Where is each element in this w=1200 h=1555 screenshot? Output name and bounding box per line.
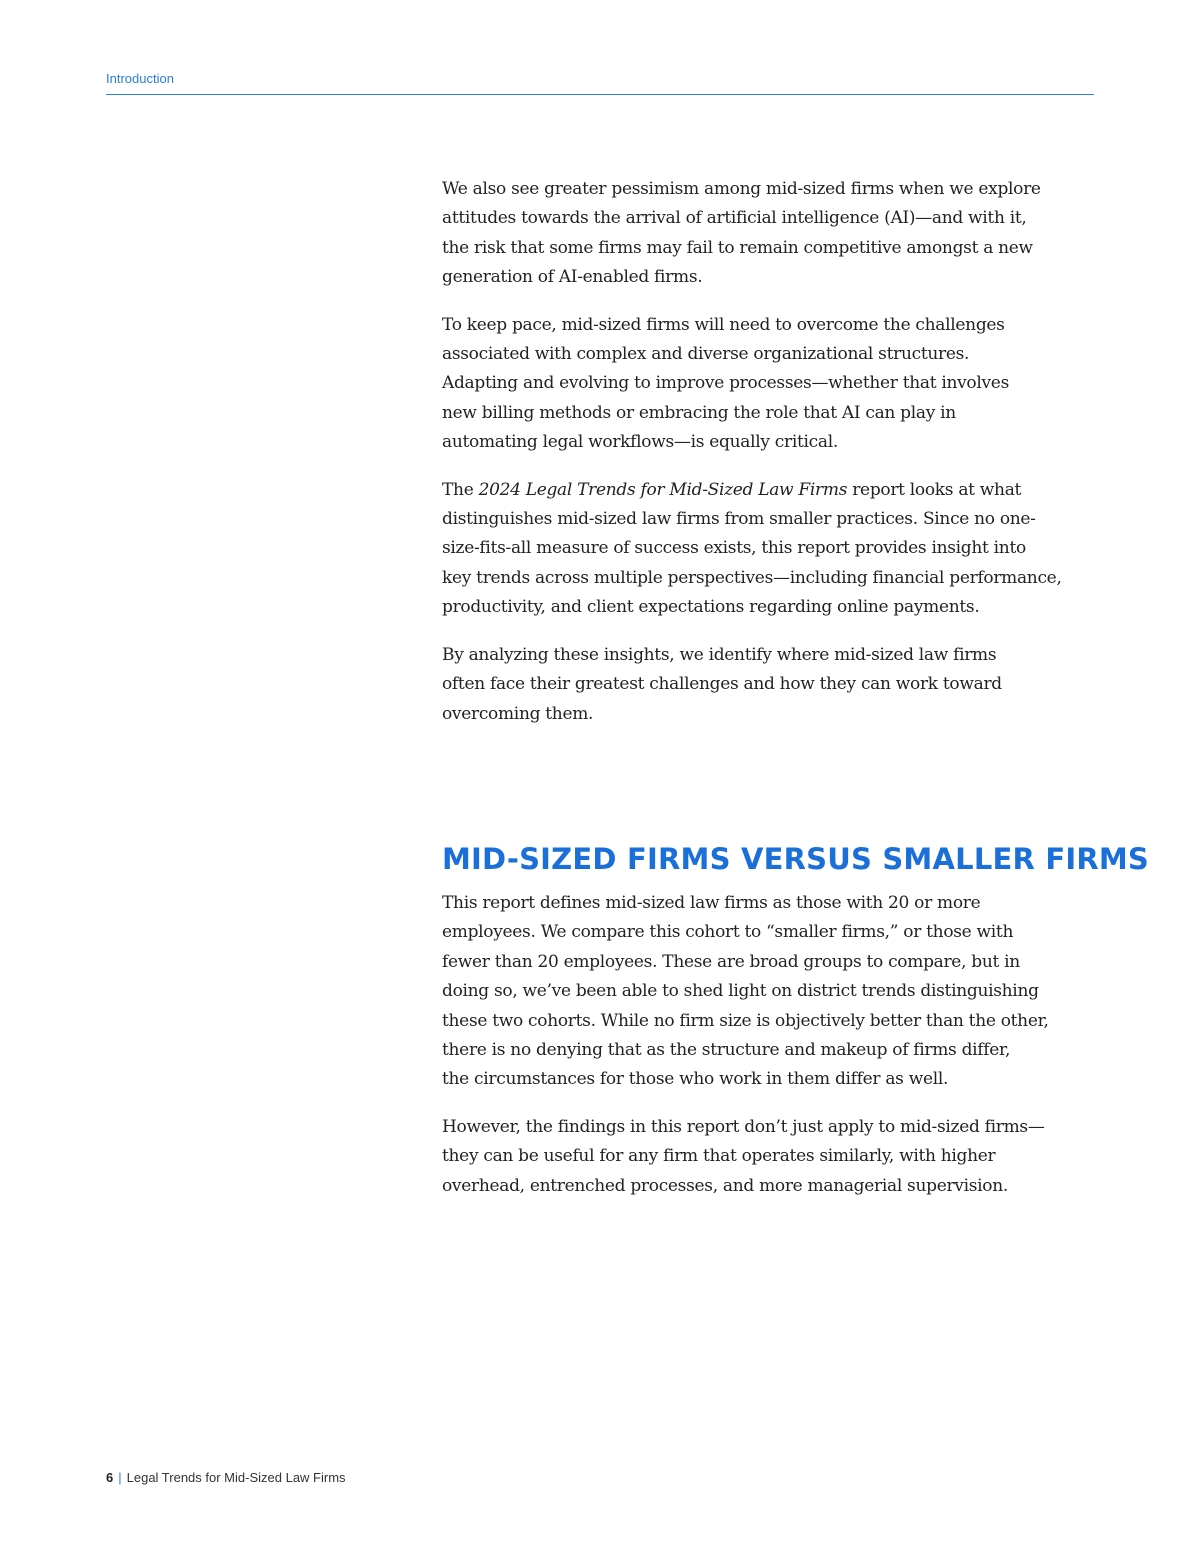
text-line: fewer than 20 employees. These are broad groups to compare, but in xyxy=(442,951,1020,972)
paragraph xyxy=(442,476,1102,623)
text-line: overhead, entrenched processes, and more managerial supervision. xyxy=(442,1175,1008,1196)
footer-title: Legal Trends for Mid-Sized Law Firms xyxy=(126,1470,346,1485)
text-line: Adapting and evolving to improve processes—whether that involves xyxy=(442,373,1009,394)
section-heading: MID-SIZED FIRMS VERSUS SMALLER FIRMS xyxy=(442,842,1150,876)
footer-separator: | xyxy=(118,1470,122,1485)
text-line: often face their greatest challenges and how they can work toward xyxy=(442,674,1002,695)
text-line xyxy=(442,476,1102,505)
text-line: the risk that some firms may fail to remain competitive amongst a new xyxy=(442,237,1033,258)
text-line: generation of AI-enabled firms. xyxy=(442,267,703,288)
paragraph xyxy=(442,1113,1102,1201)
text-line: productivity, and client expectations regarding online payments. xyxy=(442,597,980,618)
text-line: they can be useful for any firm that operates similarly, with higher xyxy=(442,1146,996,1167)
page-header xyxy=(106,70,1094,95)
paragraph xyxy=(442,311,1102,458)
text-line: By analyzing these insights, we identify where mid-sized law firms xyxy=(442,644,997,665)
text-line: We also see greater pessimism among mid-sized firms when we explore xyxy=(442,179,1041,199)
text-line: doing so, we’ve been able to shed light on district trends distinguishing xyxy=(442,981,1039,1002)
text-line: these two cohorts. While no firm size is objectively better than the other, xyxy=(442,1010,1049,1031)
section-content xyxy=(442,889,1102,1219)
text-lead: The xyxy=(442,479,479,500)
text-line: there is no denying that as the structure and makeup of firms differ, xyxy=(442,1040,1011,1061)
paragraph xyxy=(442,175,1102,293)
text-line: attitudes towards the arrival of artificial intelligence (AI)—and with it, xyxy=(442,208,1027,229)
text-line: employees. We compare this cohort to “smaller firms,” or those with xyxy=(442,922,1014,943)
intro-content xyxy=(442,175,1102,747)
text-rest: report looks at what xyxy=(847,479,1022,500)
page-footer xyxy=(106,1470,346,1485)
section-label: Introduction xyxy=(106,71,174,86)
report-title: 2024 Legal Trends for Mid-Sized Law Firms xyxy=(478,479,848,500)
text-line: distinguishes mid-sized law firms from smaller practices. Since no one- xyxy=(442,509,1036,530)
text-line: overcoming them. xyxy=(442,703,594,724)
text-line: However, the findings in this report don’t just apply to mid-sized firms— xyxy=(442,1116,1045,1137)
text-line: new billing methods or embracing the role that AI can play in xyxy=(442,402,956,423)
text-line: automating legal workflows—is equally critical. xyxy=(442,432,838,453)
paragraph xyxy=(442,641,1102,729)
text-line: associated with complex and diverse organizational structures. xyxy=(442,344,970,365)
text-line: To keep pace, mid-sized firms will need to overcome the challenges xyxy=(442,314,1005,335)
text-line: key trends across multiple perspectives—including financial performance, xyxy=(442,567,1062,588)
paragraph xyxy=(442,889,1102,1095)
text-line: size-fits-all measure of success exists, this report provides insight into xyxy=(442,538,1026,559)
text-line: This report defines mid-sized law firms as those with 20 or more xyxy=(442,893,981,913)
text-line: the circumstances for those who work in them differ as well. xyxy=(442,1069,949,1090)
page-number: 6 xyxy=(106,1470,114,1485)
